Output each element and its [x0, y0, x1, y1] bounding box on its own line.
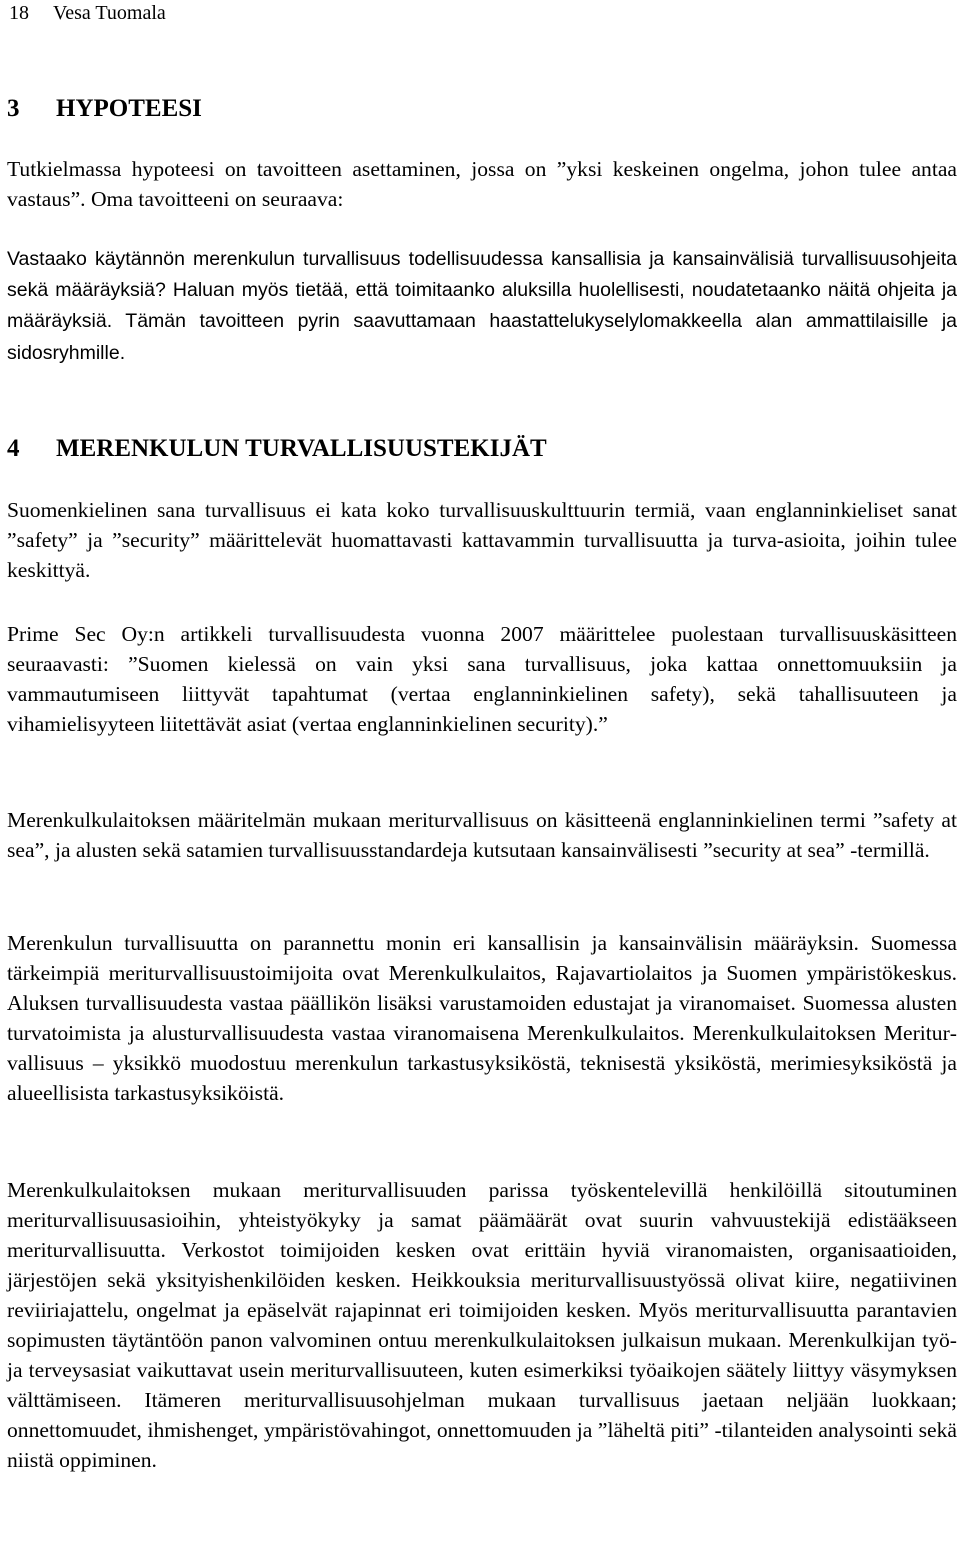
paragraph-hypothesis-intro: Tutkielmassa hypoteesi on tavoitteen asettaminen, jossa on ”yksi keskeinen ongelma, johon tulee antaa vastaus”. Oma tavoitteeni on seuraava:: [7, 157, 957, 211]
section-title: MERENKULUN TURVALLISUUSTEKIJÄT: [56, 435, 547, 462]
page-number: 18: [9, 2, 29, 24]
section-number: 3: [7, 95, 20, 122]
paragraph-research-question: Vastaako käytännön merenkulun turvallisuus todellisuudessa kansallisia ja kansainvälisiä turvallisuusohjeita sekä määräyksiä? Haluan myös tietää, että toimitaanko aluksilla huolellisesti, noudatetaanko näitä ohjeita ja määräyksiä. Tämän tavoitteen pyrin saavuttamaan haastattelukyselylomakkeella alan ammattilaisille ja sidosryhmille.: [7, 248, 957, 364]
paragraph-maritime-safety-work: Merenkulkulaitoksen mukaan meriturvallisuuden parissa työskentelevillä henkilöillä sitoutuminen meriturvallisuusasioihin, yhteistyökyky ja samat päämäärät ovat suurin vahvuustekijä edistääkseen meriturvallisuutta. Verkostot toimijoiden kesken ovat erittäin hyviä viranomaisten, organisaatioiden, järjestöjen sekä yksityishenkilöiden kesken. Heikkouksia meriturvallisuustyössä olivat kiire, negatiivinen reviiriajattelu, ongelmat ja epäselvät rajapinnat eri toimijoiden kesken. Myös meriturvallisuutta parantavien sopimusten täytäntöön panon valvominen ontuu merenkulkulaitoksen julkaisun mukaan. Merenkulkijan työ- ja terveysasiat vaikuttavat usein meriturvallisuuteen, kuten esimerkiksi työaikojen säätely liittyy väsymyksen välttämiseen. Itämeren meriturvallisuusohjelman mukaan turvallisuus jaetaan neljään luokkaan; onnettomuudet, ihmishenget, ympäristövahingot, onnettomuuden ja ”läheltä piti” -tilanteiden analysointi sekä niistä oppiminen.: [7, 1178, 957, 1472]
section-heading-merenkulun-turvallisuustekijat: [7, 434, 547, 464]
paragraph-prime-sec-definition: Prime Sec Oy:n artikkeli turvallisuudesta vuonna 2007 määrittelee puolestaan turvallisuuskäsitteen seuraavasti: ”Suomen kielessä on vain yksi sana turvallisuus, joka kattaa onnettomuuksiin ja vammautumiseen liittyvät tapahtumat (vertaa englanninkielinen safety), sekä tahallisuuteen ja vihamielisyyteen liitettävät asiat (vertaa englanninkielinen security).”: [7, 622, 957, 736]
paragraph-maritime-authorities: Merenkulun turvallisuutta on parannettu monin eri kansallisin ja kansainvälisin määräyksin. Suomessa tärkeimpiä meriturvallisuustoimijoita ovat Merenkulkulaitos, Rajavartiolaitos ja Suomen ympäristökeskus. Aluksen turvallisuudesta vastaa päällikön lisäksi varustamoiden edustajat ja viranomaiset. Suomessa alusten turvatoimista ja alusturvallisuudesta vastaa viranomaisena Merenkulkulaitos. Merenkulkulaitoksen Meriturvallisuus – yksikkö muodostuu merenkulun tarkastusyksiköstä, teknisestä yksiköstä, merimiesyksiköstä ja alueellisista tarkastusyksiköistä.: [7, 931, 957, 1105]
author-name: Vesa Tuomala: [53, 2, 166, 24]
section-number: 4: [7, 435, 20, 462]
running-header: [9, 1, 166, 25]
section-heading-hypoteesi: [7, 94, 202, 124]
paragraph-merenkulkulaitos-definition: Merenkulkulaitoksen määritelmän mukaan meriturvallisuus on käsitteenä englanninkielinen termi ”safety at sea”, ja alusten sekä satamien turvallisuusstandardeja kutsutaan kansainvälisesti ”security at sea” -termillä.: [7, 808, 957, 862]
section-title: HYPOTEESI: [56, 95, 202, 122]
paragraph-safety-security-terms: Suomenkielinen sana turvallisuus ei kata koko turvallisuuskulttuurin termiä, vaan englanninkieliset sanat ”safety” ja ”security” määrittelevät huomattavasti kattavammin turvallisuutta ja turva-asioita, joihin tulee keskittyä.: [7, 498, 957, 582]
